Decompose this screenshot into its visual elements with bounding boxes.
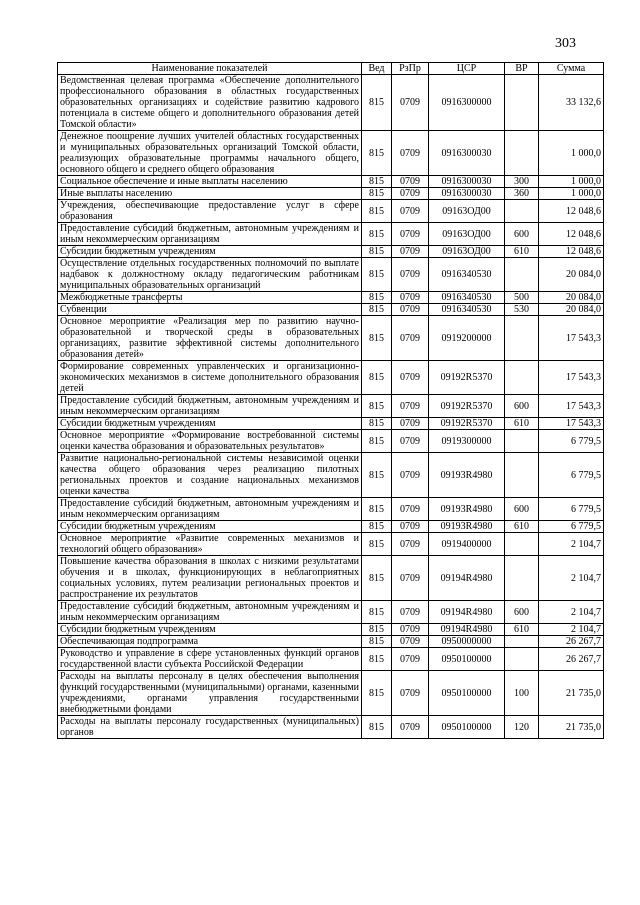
cell-csr: 0916340530 (429, 292, 505, 304)
cell-name: Субсидии бюджетным учреждениям (58, 246, 362, 258)
cell-rzpr: 0709 (392, 176, 429, 188)
cell-sum: 20 084,0 (539, 258, 604, 292)
cell-csr: 09193R4980 (429, 453, 505, 498)
cell-ved: 815 (362, 533, 392, 556)
cell-rzpr: 0709 (392, 430, 429, 453)
table-row (58, 304, 604, 316)
cell-name: Расходы на выплаты персоналу государственных (муниципальных) органов (58, 716, 362, 739)
cell-sum: 17 543,3 (539, 361, 604, 395)
cell-ved: 815 (362, 671, 392, 716)
cell-sum: 33 132,6 (539, 75, 604, 131)
cell-name: Субсидии бюджетным учреждениям (58, 521, 362, 533)
cell-sum: 6 779,5 (539, 498, 604, 521)
cell-ved: 815 (362, 648, 392, 671)
cell-rzpr: 0709 (392, 624, 429, 636)
table-row (58, 176, 604, 188)
cell-name: Субвенции (58, 304, 362, 316)
cell-name: Основное мероприятие «Формирование востребованной системы оценки качества образования и образовательных результатов» (58, 430, 362, 453)
table-row (58, 395, 604, 418)
header-vr: ВР (505, 63, 539, 75)
cell-sum: 17 543,3 (539, 418, 604, 430)
cell-rzpr: 0709 (392, 636, 429, 648)
cell-ved: 815 (362, 75, 392, 131)
cell-vr (505, 200, 539, 223)
cell-sum: 6 779,5 (539, 453, 604, 498)
budget-table (57, 62, 604, 739)
cell-name: Денежное поощрение лучших учителей областных государственных и муниципальных образовательных организаций Томской области, реализующих образовательные программы начального общего, основного общего и среднего общего образования (58, 131, 362, 176)
cell-name: Формирование современных управленческих и организационно-экономических механизмов в системе дополнительного образования детей (58, 361, 362, 395)
table-row (58, 716, 604, 739)
cell-vr: 600 (505, 498, 539, 521)
cell-vr: 610 (505, 521, 539, 533)
cell-rzpr: 0709 (392, 292, 429, 304)
cell-vr: 610 (505, 624, 539, 636)
cell-name: Основное мероприятие «Развитие современных механизмов и технологий общего образования» (58, 533, 362, 556)
cell-csr: 09193R4980 (429, 521, 505, 533)
cell-ved: 815 (362, 395, 392, 418)
table-row (58, 292, 604, 304)
table-row (58, 258, 604, 292)
cell-vr (505, 556, 539, 601)
table-row (58, 498, 604, 521)
cell-ved: 815 (362, 258, 392, 292)
cell-vr: 530 (505, 304, 539, 316)
cell-rzpr: 0709 (392, 395, 429, 418)
cell-name: Социальное обеспечение и иные выплаты населению (58, 176, 362, 188)
cell-ved: 815 (362, 304, 392, 316)
table-row (58, 316, 604, 361)
cell-csr: 0916300000 (429, 75, 505, 131)
table-row (58, 418, 604, 430)
cell-sum: 20 084,0 (539, 292, 604, 304)
cell-name: Обеспечивающая подпрограмма (58, 636, 362, 648)
cell-vr (505, 316, 539, 361)
cell-ved: 815 (362, 200, 392, 223)
cell-sum: 21 735,0 (539, 716, 604, 739)
table-row (58, 246, 604, 258)
cell-name: Предоставление субсидий бюджетным, автономным учреждениям и иным некоммерческим организациям (58, 498, 362, 521)
cell-sum: 2 104,7 (539, 624, 604, 636)
cell-name: Основное мероприятие «Реализация мер по развитию научно-образовательной и творческой среды в образовательных организациях, развитие эффективной системы дополнительного образования детей» (58, 316, 362, 361)
cell-csr: 0950100000 (429, 648, 505, 671)
cell-name: Повышение качества образования в школах с низкими результатами обучения и в школах, функционирующих в неблагоприятных социальных условиях, путем реализации региональных проектов и распространение их результатов (58, 556, 362, 601)
table-row (58, 361, 604, 395)
cell-sum: 21 735,0 (539, 671, 604, 716)
cell-name: Субсидии бюджетным учреждениям (58, 624, 362, 636)
cell-rzpr: 0709 (392, 188, 429, 200)
cell-csr: 09163ОД00 (429, 200, 505, 223)
cell-ved: 815 (362, 188, 392, 200)
cell-rzpr: 0709 (392, 200, 429, 223)
table-row (58, 624, 604, 636)
cell-vr: 500 (505, 292, 539, 304)
table-row (58, 188, 604, 200)
cell-vr: 610 (505, 246, 539, 258)
cell-csr: 09192R5370 (429, 361, 505, 395)
cell-csr: 0916340530 (429, 304, 505, 316)
cell-csr: 0950000000 (429, 636, 505, 648)
cell-name: Предоставление субсидий бюджетным, автономным учреждениям и иным некоммерческим организациям (58, 223, 362, 246)
cell-ved: 815 (362, 131, 392, 176)
cell-sum: 1 000,0 (539, 131, 604, 176)
cell-rzpr: 0709 (392, 648, 429, 671)
cell-sum: 12 048,6 (539, 223, 604, 246)
cell-rzpr: 0709 (392, 131, 429, 176)
cell-ved: 815 (362, 361, 392, 395)
cell-csr: 09194R4980 (429, 556, 505, 601)
cell-csr: 0916340530 (429, 258, 505, 292)
cell-sum: 2 104,7 (539, 556, 604, 601)
cell-vr (505, 533, 539, 556)
cell-ved: 815 (362, 636, 392, 648)
cell-ved: 815 (362, 521, 392, 533)
cell-sum: 6 779,5 (539, 521, 604, 533)
cell-csr: 0916300030 (429, 188, 505, 200)
cell-sum: 1 000,0 (539, 188, 604, 200)
page-number: 303 (555, 36, 576, 51)
cell-ved: 815 (362, 176, 392, 188)
cell-csr: 0919300000 (429, 430, 505, 453)
table-row (58, 556, 604, 601)
cell-ved: 815 (362, 246, 392, 258)
cell-rzpr: 0709 (392, 556, 429, 601)
cell-vr: 600 (505, 601, 539, 624)
cell-rzpr: 0709 (392, 453, 429, 498)
cell-vr: 120 (505, 716, 539, 739)
cell-rzpr: 0709 (392, 246, 429, 258)
header-name: Наименование показателей (58, 63, 362, 75)
cell-csr: 09192R5370 (429, 395, 505, 418)
cell-vr (505, 258, 539, 292)
header-sum: Сумма (539, 63, 604, 75)
cell-name: Осуществление отдельных государственных полномочий по выплате надбавок к должностному окладу педагогическим работникам муниципальных образовательных организаций (58, 258, 362, 292)
cell-name: Иные выплаты населению (58, 188, 362, 200)
table-row (58, 200, 604, 223)
cell-vr: 100 (505, 671, 539, 716)
table-row (58, 453, 604, 498)
cell-csr: 09194R4980 (429, 624, 505, 636)
cell-sum: 20 084,0 (539, 304, 604, 316)
cell-name: Руководство и управление в сфере установленных функций органов государственной власти субъекта Российской Федерации (58, 648, 362, 671)
cell-name: Развитие национально-региональной системы независимой оценки качества общего образования через реализацию пилотных региональных проектов и создание национальных механизмов оценки качества (58, 453, 362, 498)
cell-csr: 0919200000 (429, 316, 505, 361)
cell-ved: 815 (362, 556, 392, 601)
cell-vr: 300 (505, 176, 539, 188)
cell-rzpr: 0709 (392, 223, 429, 246)
cell-name: Межбюджетные трансферты (58, 292, 362, 304)
cell-ved: 815 (362, 498, 392, 521)
cell-csr: 0916300030 (429, 131, 505, 176)
table-row (58, 636, 604, 648)
cell-csr: 09163ОД00 (429, 246, 505, 258)
cell-rzpr: 0709 (392, 521, 429, 533)
cell-rzpr: 0709 (392, 304, 429, 316)
cell-vr (505, 75, 539, 131)
cell-name: Предоставление субсидий бюджетным, автономным учреждениям и иным некоммерческим организациям (58, 601, 362, 624)
cell-csr: 09192R5370 (429, 418, 505, 430)
cell-vr: 360 (505, 188, 539, 200)
cell-csr: 0919400000 (429, 533, 505, 556)
cell-csr: 09194R4980 (429, 601, 505, 624)
cell-rzpr: 0709 (392, 533, 429, 556)
cell-csr: 09163ОД00 (429, 223, 505, 246)
table-header-row (58, 63, 604, 75)
cell-csr: 0950100000 (429, 671, 505, 716)
cell-sum: 17 543,3 (539, 316, 604, 361)
table-row (58, 521, 604, 533)
table-row (58, 671, 604, 716)
cell-vr (505, 636, 539, 648)
cell-name: Субсидии бюджетным учреждениям (58, 418, 362, 430)
cell-rzpr: 0709 (392, 671, 429, 716)
header-rzpr: РзПр (392, 63, 429, 75)
cell-name: Учреждения, обеспечивающие предоставление услуг в сфере образования (58, 200, 362, 223)
cell-ved: 815 (362, 418, 392, 430)
cell-ved: 815 (362, 624, 392, 636)
header-csr: ЦСР (429, 63, 505, 75)
cell-rzpr: 0709 (392, 361, 429, 395)
cell-vr (505, 430, 539, 453)
cell-rzpr: 0709 (392, 258, 429, 292)
cell-ved: 815 (362, 601, 392, 624)
cell-rzpr: 0709 (392, 601, 429, 624)
cell-rzpr: 0709 (392, 716, 429, 739)
cell-sum: 17 543,3 (539, 395, 604, 418)
table-row (58, 75, 604, 131)
table-row (58, 430, 604, 453)
cell-sum: 12 048,6 (539, 246, 604, 258)
cell-rzpr: 0709 (392, 498, 429, 521)
cell-vr: 600 (505, 395, 539, 418)
cell-vr (505, 131, 539, 176)
cell-vr (505, 361, 539, 395)
cell-ved: 815 (362, 453, 392, 498)
cell-sum: 26 267,7 (539, 636, 604, 648)
cell-sum: 12 048,6 (539, 200, 604, 223)
cell-vr (505, 453, 539, 498)
cell-rzpr: 0709 (392, 75, 429, 131)
header-ved: Вед (362, 63, 392, 75)
cell-name: Предоставление субсидий бюджетным, автономным учреждениям и иным некоммерческим организациям (58, 395, 362, 418)
cell-ved: 815 (362, 316, 392, 361)
cell-csr: 0950100000 (429, 716, 505, 739)
cell-csr: 0916300030 (429, 176, 505, 188)
table-row (58, 648, 604, 671)
cell-ved: 815 (362, 430, 392, 453)
cell-ved: 815 (362, 716, 392, 739)
cell-vr: 600 (505, 223, 539, 246)
table-row (58, 131, 604, 176)
cell-rzpr: 0709 (392, 316, 429, 361)
cell-csr: 09193R4980 (429, 498, 505, 521)
cell-sum: 26 267,7 (539, 648, 604, 671)
cell-vr: 610 (505, 418, 539, 430)
cell-sum: 6 779,5 (539, 430, 604, 453)
cell-vr (505, 648, 539, 671)
cell-ved: 815 (362, 223, 392, 246)
cell-name: Расходы на выплаты персоналу в целях обеспечения выполнения функций государственными (муниципальными) органами, казенными учреждениями, органами управления государственными внебюджетными фондами (58, 671, 362, 716)
table-row (58, 601, 604, 624)
table-row (58, 223, 604, 246)
cell-sum: 2 104,7 (539, 601, 604, 624)
cell-sum: 2 104,7 (539, 533, 604, 556)
table-row (58, 533, 604, 556)
cell-rzpr: 0709 (392, 418, 429, 430)
cell-name: Ведомственная целевая программа «Обеспечение дополнительного профессионального образования в областных государственных образовательных организациях и содействие развитию кадрового потенциала в системе общего и дополнительного образования детей Томской области» (58, 75, 362, 131)
cell-ved: 815 (362, 292, 392, 304)
cell-sum: 1 000,0 (539, 176, 604, 188)
